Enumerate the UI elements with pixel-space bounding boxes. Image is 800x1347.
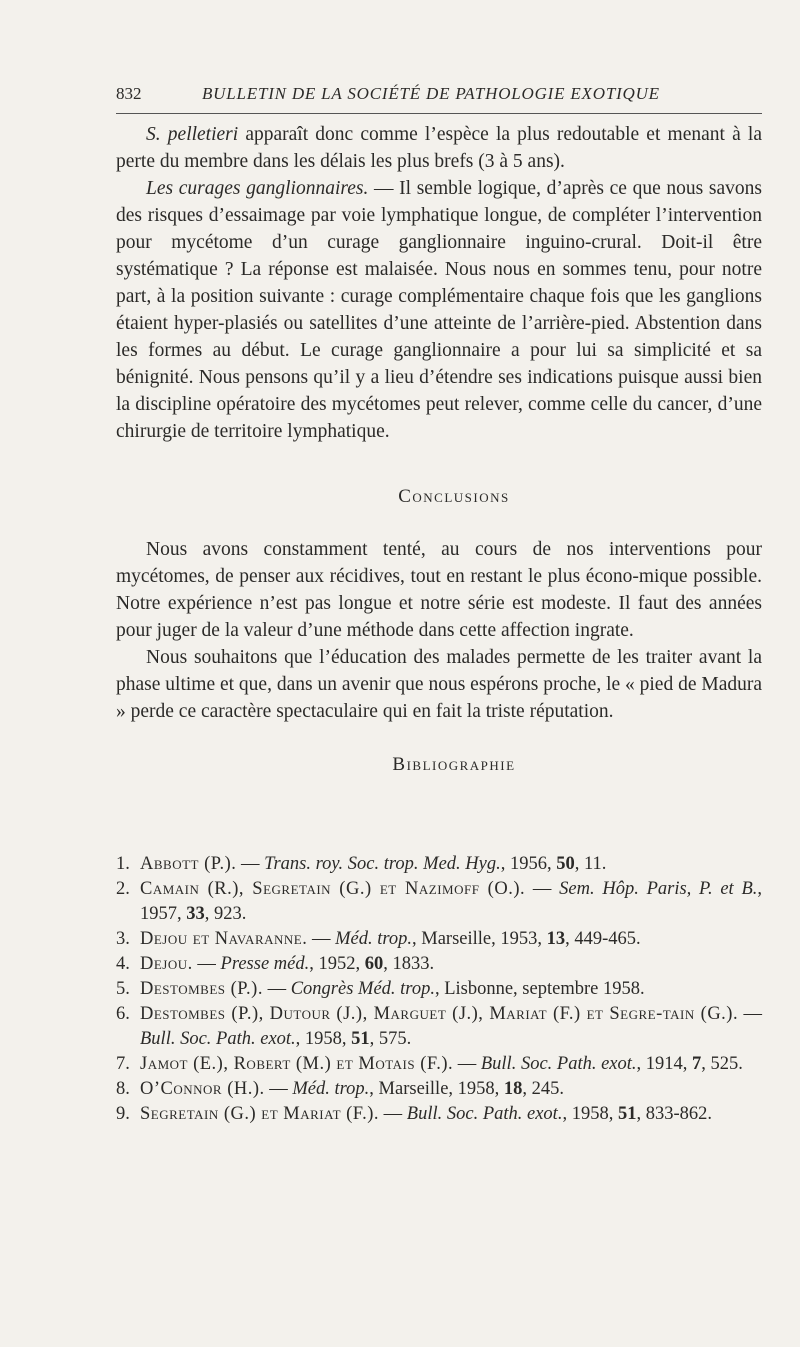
reference-pages: , 923.: [204, 904, 247, 924]
reference-volume: 60: [364, 954, 384, 974]
reference-year: , Lisbonne, septembre 1958.: [434, 979, 645, 999]
page-number: 832: [116, 84, 142, 103]
body-text: [116, 121, 762, 778]
reference-number: 7.: [116, 1054, 130, 1074]
reference-year: , 1958,: [562, 1104, 618, 1124]
header-rule: [116, 113, 762, 114]
reference-volume: 7: [692, 1054, 702, 1074]
reference-separator: —: [525, 879, 560, 899]
reference-authors: Jamot (E.), Robert (M.) et Motais (F.).: [140, 1054, 454, 1074]
reference-volume: 13: [546, 929, 566, 949]
reference-separator: —: [453, 1054, 481, 1074]
reference-number: 6.: [116, 1004, 130, 1024]
reference-item: [116, 877, 762, 927]
paragraph: [116, 175, 762, 445]
subsection-title: Les curages ganglionnaires.: [146, 178, 369, 199]
reference-year: , 1914,: [636, 1054, 693, 1074]
reference-number: 4.: [116, 954, 130, 974]
reference-item: [116, 1052, 762, 1077]
reference-journal: Bull. Soc. Path. exot.: [406, 1104, 563, 1124]
reference-item: [116, 952, 762, 977]
reference-item: [116, 977, 762, 1002]
reference-authors: O’Connor (H.).: [140, 1079, 265, 1099]
reference-volume: 51: [351, 1029, 370, 1049]
reference-pages: , 11.: [574, 854, 607, 874]
reference-number: 3.: [116, 929, 130, 949]
running-title: BULLETIN DE LA SOCIÉTÉ DE PATHOLOGIE EXOTIQUE: [202, 84, 660, 103]
reference-journal: Presse méd.: [220, 954, 310, 974]
reference-year: , 1958,: [295, 1029, 352, 1049]
reference-pages: , 245.: [522, 1079, 565, 1099]
reference-journal: Méd. trop.: [335, 929, 412, 949]
reference-authors: Dejou et Navaranne.: [140, 929, 308, 949]
reference-journal: Méd. trop.: [292, 1079, 370, 1099]
reference-pages: , 1833.: [383, 954, 435, 974]
reference-authors: Destombes (P.), Dutour (J.), Marguet (J.), Mariat (F.) et Segre-tain (G.).: [140, 1004, 739, 1024]
reference-number: 1.: [116, 854, 130, 874]
reference-authors: Destombes (P.).: [140, 979, 263, 999]
reference-separator: —: [192, 954, 221, 974]
reference-number: 9.: [116, 1104, 130, 1124]
bibliography-heading: Bibliographie: [392, 754, 516, 775]
reference-separator: —: [738, 1004, 763, 1024]
page-header: [116, 84, 761, 112]
reference-volume: 50: [556, 854, 575, 874]
paragraph-text: — Il semble logique, d’après ce que nous savons des risques d’essaimage par voie lymphatique longue, de compléter l’intervention pour mycétome d’un curage ganglionnaire inguino-crural. Doit-il être systématique ? La réponse est malaisée. Nous nous en sommes tenu, pour notre part, à la position suivante : curage complémentaire chaque fois que les ganglions étaient hyper-plasiés ou satellites d’une atteinte de l’arrière-pied. Abstention dans les formes au début. Le curage ganglionnaire a pour lui sa simplicité et sa bénignité. Nous pensons qu’il y a lieu d’étendre ses indications puisque aussi bien la discipline opératoire des mycétomes peut relever, comme celle du cancer, d’une chirurgie de territoire lymphatique.: [116, 178, 762, 442]
reference-year: , Marseille, 1958,: [369, 1079, 504, 1099]
reference-pages: , 833-862.: [636, 1104, 712, 1124]
reference-item: [116, 1002, 762, 1052]
reference-year: , 1956,: [500, 854, 557, 874]
reference-number: 2.: [116, 879, 130, 899]
paragraph: [116, 121, 762, 175]
paragraph: Nous souhaitons que l’éducation des malades permette de les traiter avant la phase ultime et que, dans un avenir que nous espérons proche, le « pied de Madura » perde ce caractère spectaculaire qui en fait la triste réputation.: [116, 647, 763, 722]
paragraph-text: apparaît donc comme l’espèce la plus redoutable et menant à la perte du membre dans les délais les plus brefs (3 à 5 ans).: [116, 124, 762, 172]
reference-item: [116, 852, 762, 877]
reference-number: 8.: [116, 1079, 130, 1099]
reference-volume: 18: [503, 1079, 523, 1099]
reference-separator: —: [264, 1079, 293, 1099]
reference-item: [116, 927, 762, 952]
reference-year: , 1957,: [140, 879, 763, 924]
reference-year: , Marseille, 1953,: [412, 929, 547, 949]
reference-volume: 51: [617, 1104, 637, 1124]
reference-separator: —: [379, 1104, 407, 1124]
reference-pages: , 525.: [701, 1054, 743, 1074]
reference-year: , 1952,: [309, 954, 365, 974]
reference-authors: Dejou.: [140, 954, 193, 974]
reference-authors: Abbott (P.).: [140, 854, 237, 874]
reference-journal: Congrès Méd. trop.: [290, 979, 435, 999]
reference-pages: , 449-465.: [565, 929, 641, 949]
reference-volume: 33: [186, 904, 205, 924]
reference-journal: Bull. Soc. Path. exot.: [140, 1029, 296, 1049]
reference-number: 5.: [116, 979, 130, 999]
reference-item: [116, 1077, 762, 1102]
reference-separator: —: [262, 979, 291, 999]
reference-journal: Trans. roy. Soc. trop. Med. Hyg.: [264, 854, 501, 874]
reference-journal: Bull. Soc. Path. exot.: [480, 1054, 637, 1074]
reference-pages: , 575.: [369, 1029, 412, 1049]
conclusions-heading: Conclusions: [398, 486, 510, 507]
reference-separator: —: [307, 929, 336, 949]
reference-list: [116, 852, 762, 1127]
reference-journal: Sem. Hôp. Paris, P. et B.: [559, 879, 758, 899]
reference-separator: —: [236, 854, 265, 874]
paragraph: Nous avons constamment tenté, au cours de nos interventions pour mycétomes, de penser aux récidives, tout en restant le plus écono-mique possible. Notre expérience n’est pas longue et notre série est modeste. Il faut des années pour juger de la valeur d’une méthode dans cette affection ingrate.: [116, 539, 762, 641]
species-name: S. pelletieri: [146, 124, 239, 145]
reference-authors: Camain (R.), Segretain (G.) et Nazimoff (O.).: [140, 879, 526, 899]
reference-authors: Segretain (G.) et Mariat (F.).: [140, 1104, 380, 1124]
reference-item: [116, 1102, 762, 1127]
